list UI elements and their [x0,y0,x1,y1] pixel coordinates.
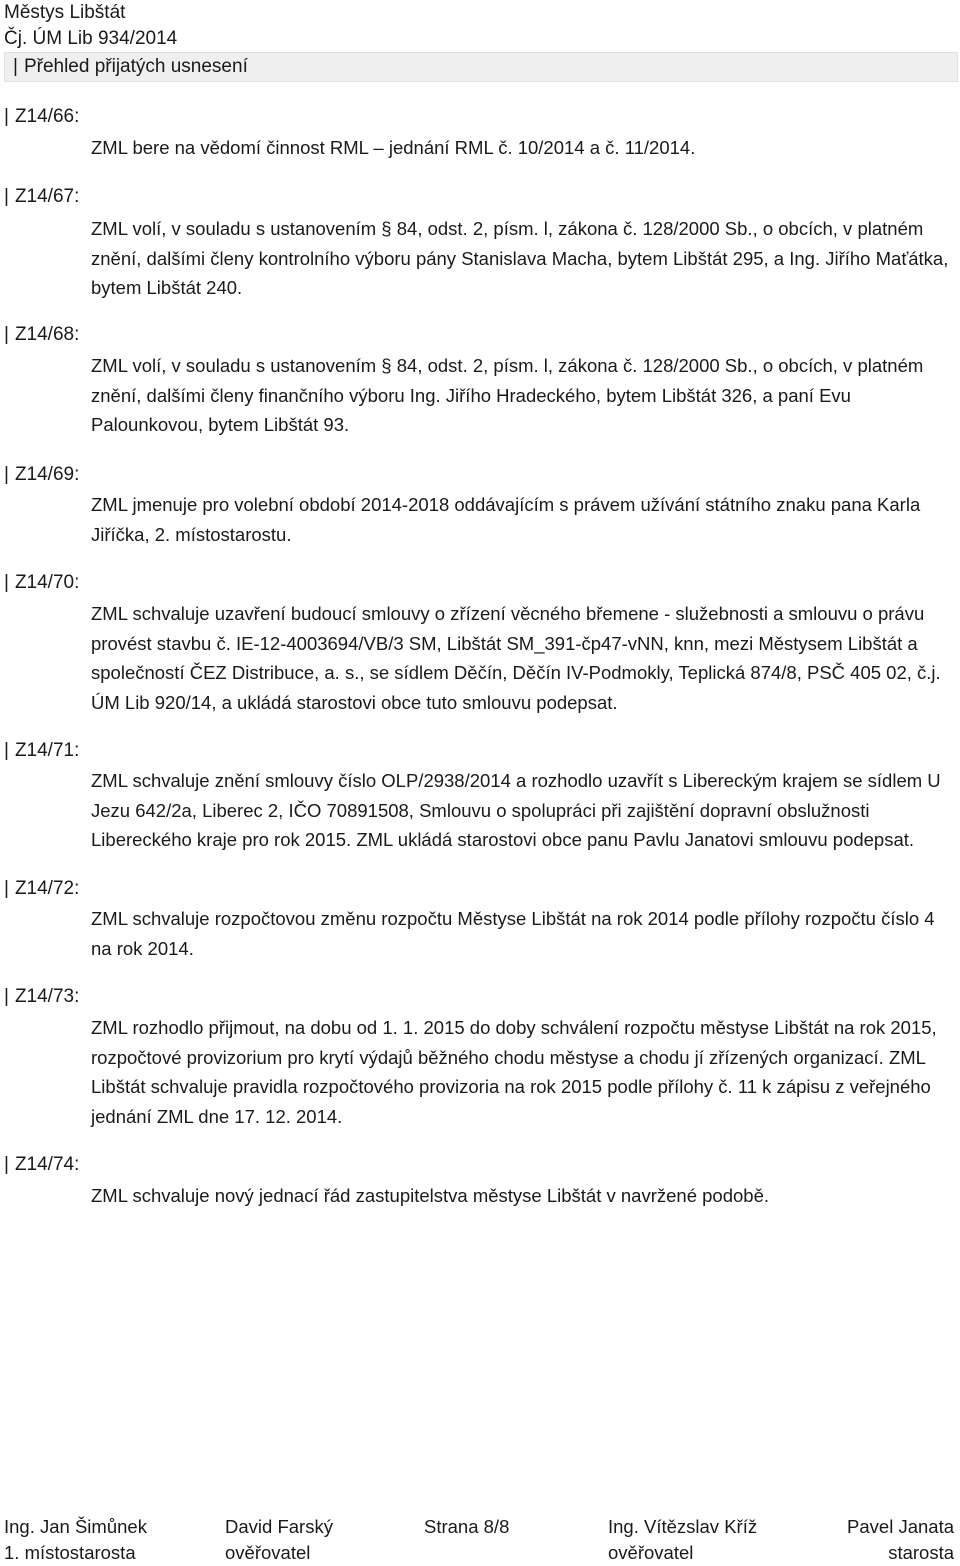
resolution-label: | Z14/69: [4,464,79,486]
page-number [424,1514,509,1540]
resolution-label: | Z14/74: [4,1154,79,1176]
signer-name: David Farský [225,1516,333,1537]
page-number-text: Strana 8/8 [424,1516,510,1537]
document-header [4,0,177,52]
signature-block [4,1514,147,1566]
resolution-text: ZML schvaluje nový jednací řád zastupitelstva městyse Libštát v navržené podobě. [91,1185,770,1206]
resolution-label: | Z14/71: [4,740,79,762]
resolution-text: ZML bere na vědomí činnost RML – jednání RML č. 10/2014 a č. 11/2014. [91,137,696,158]
signer-role: starosta [888,1542,954,1563]
resolution-label: | Z14/70: [4,572,79,594]
signer-name: Pavel Janata [847,1516,954,1537]
resolution-text: ZML volí, v souladu s ustanovením § 84, odst. 2, písm. l, zákona č. 128/2000 Sb., o obcích, v platném znění, dalšími členy kontrolního výboru pány Stanislava Macha, bytem Libštát 295, a Ing. Jiřího Maťátka, bytem Libštát 240. [91,218,949,299]
signer-role: 1. místostarosta [4,1542,136,1563]
signer-role: ověřovatel [225,1542,311,1563]
resolution-label: | Z14/67: [4,186,79,208]
resolution-text: ZML volí, v souladu s ustanovením § 84, odst. 2, písm. l, zákona č. 128/2000 Sb., o obcích, v platném znění, dalšími členy finančního výboru Ing. Jiřího Hradeckého, bytem Libštát 326, a paní Evu Palounkovou, bytem Libštát 93. [91,355,924,436]
signature-block [608,1514,757,1566]
town-name: Městys Libštát [4,2,126,23]
signature-block [847,1514,954,1566]
section-title-text: Přehled přijatých usnesení [23,56,248,77]
signature-block [225,1514,333,1566]
signer-name: Ing. Jan Šimůnek [4,1516,147,1537]
resolution-label: | Z14/72: [4,878,79,900]
resolution-text: ZML rozhodlo přijmout, na dobu od 1. 1. 2015 do doby schválení rozpočtu městyse Libštát na rok 2015, rozpočtové provizorium pro krytí výdajů běžného chodu městyse a chodu jí zřízených organizací. ZML Libštát schvaluje pravidla rozpočtového provizoria na rok 2015 podle přílohy č. 11 k zápisu z veřejného jednání ZML dne 17. 12. 2014. [91,1017,937,1128]
reference-number: Čj. ÚM Lib 934/2014 [4,28,178,49]
resolution-text: ZML schvaluje znění smlouvy číslo OLP/2938/2014 a rozhodlo uzavřít s Libereckým krajem se sídlem U Jezu 642/2a, Liberec 2, IČO 70891508, Smlouvu o spolupráci při zajištění dopravní obslužnosti Libereckého kraje pro rok 2015. ZML ukládá starostovi obce panu Pavlu Janatovi smlouvu podepsat. [91,770,941,851]
resolution-text: ZML schvaluje uzavření budoucí smlouvy o zřízení věcného břemene - služebnosti a smlouvu o právu provést stavbu č. IE-12-4003694/VB/3 SM, Libštát SM_391-čp47-vNN, knn, mezi Městysem Libštát a společností ČEZ Distribuce, a. s., se sídlem Děčín, Děčín IV-Podmokly, Teplická 874/8, PSČ 405 02, č.j. ÚM Lib 920/14, a ukládá starostovi obce tuto smlouvu podepsat. [91,603,941,714]
signer-name: Ing. Vítězslav Kříž [608,1516,758,1537]
resolution-label: | Z14/73: [4,986,79,1008]
resolution-text: ZML jmenuje pro volební období 2014-2018 oddávajícím s právem užívání státního znaku pana Karla Jiříčka, 2. místostarostu. [91,494,921,545]
signer-role: ověřovatel [608,1542,694,1563]
resolution-text: ZML schvaluje rozpočtovou změnu rozpočtu Městyse Libštát na rok 2014 podle přílohy rozpočtu číslo 4 na rok 2014. [91,908,935,959]
resolution-label: | Z14/68: [4,324,79,346]
section-title [4,52,958,82]
resolution-label: | Z14/66: [4,106,79,128]
